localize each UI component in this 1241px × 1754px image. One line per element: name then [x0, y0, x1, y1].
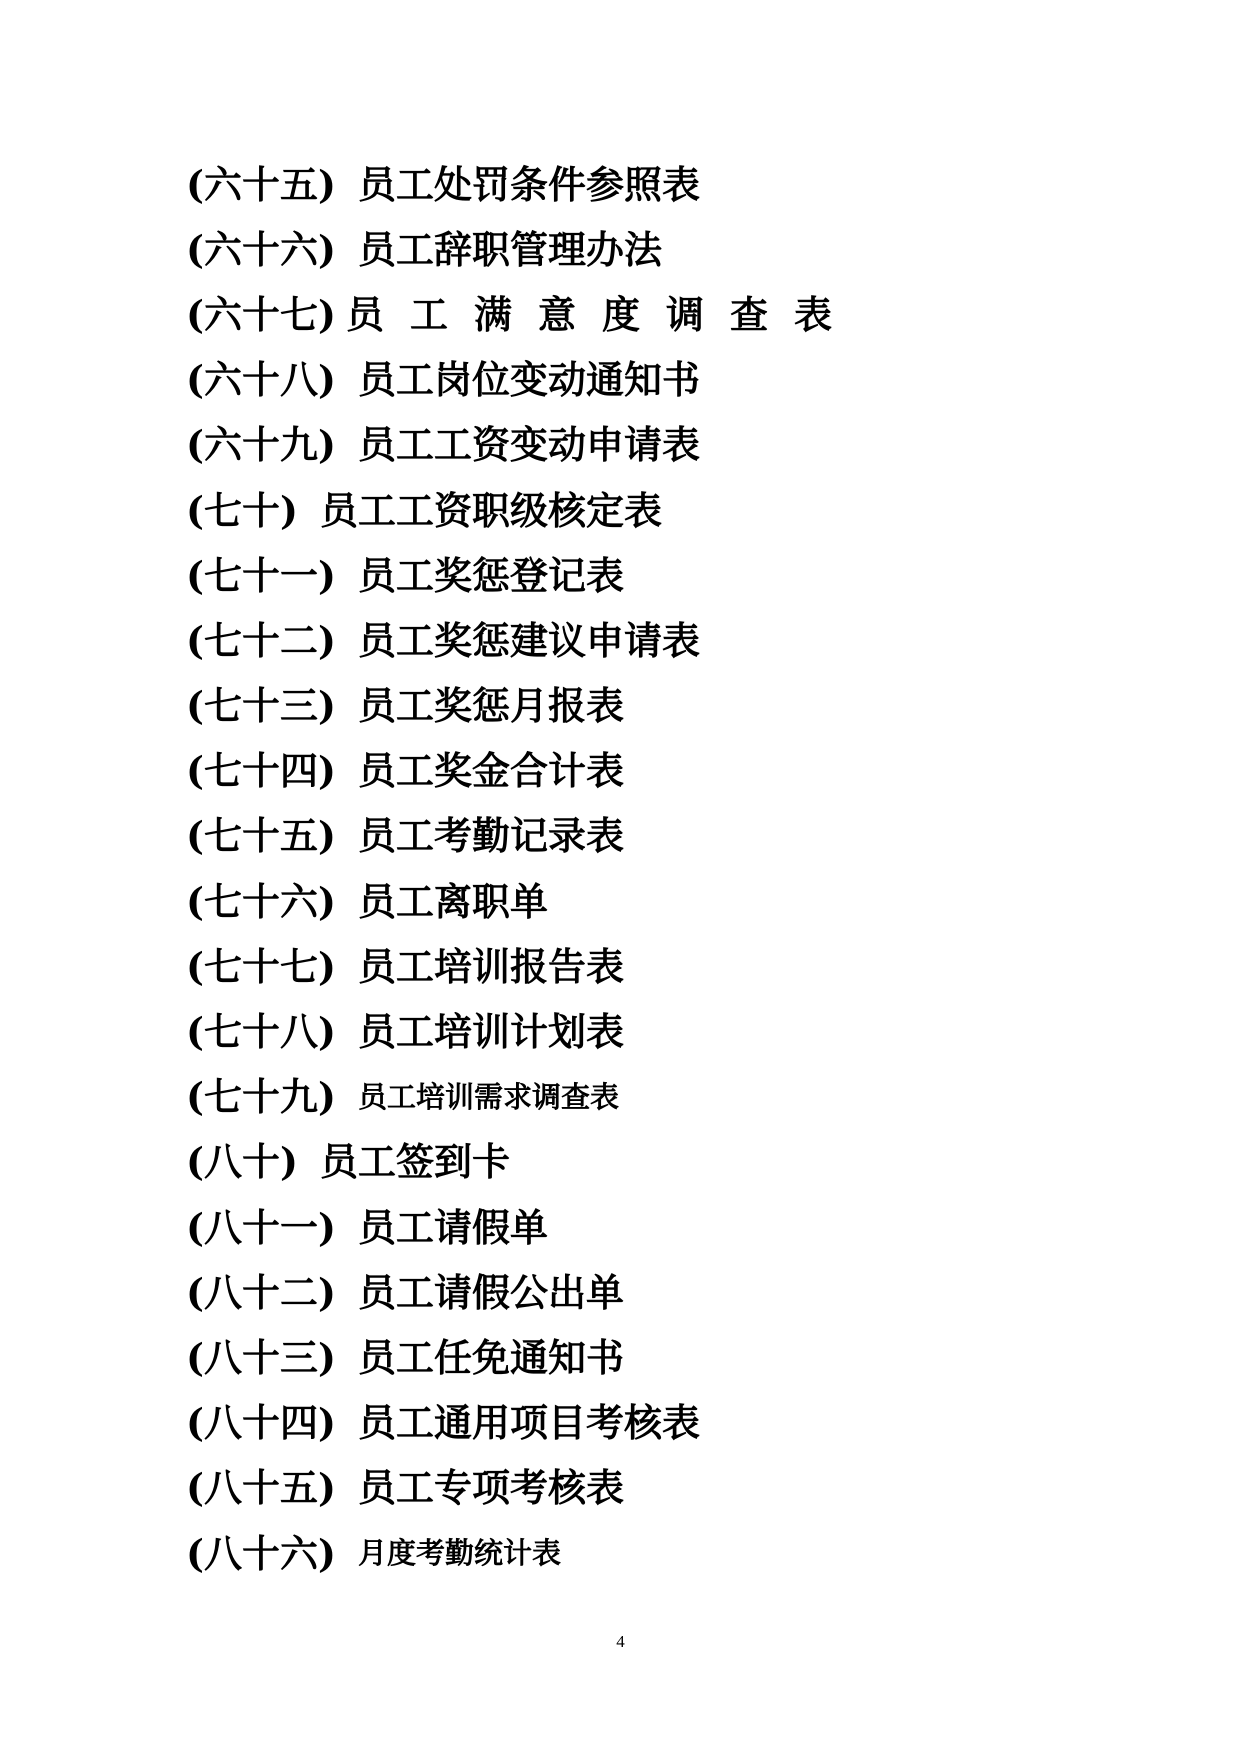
toc-item-title: 员工奖金合计表 — [357, 749, 624, 794]
toc-item-number: (六十六) — [186, 226, 336, 272]
toc-item-number: (七十四) — [186, 748, 336, 794]
toc-item-number: (七十三) — [186, 683, 336, 729]
toc-item-title: 员工奖惩月报表 — [357, 684, 624, 729]
toc-item — [186, 152, 1086, 217]
toc-item-title: 员工岗位变动通知书 — [357, 358, 700, 403]
toc-item-number: (六十五) — [186, 161, 336, 207]
toc-item-title: 员工请假单 — [357, 1205, 548, 1250]
toc-item-number: (六十九) — [186, 422, 336, 468]
toc-item-title: 员工奖惩建议申请表 — [357, 618, 700, 663]
toc-item-title: 员工任免通知书 — [357, 1335, 624, 1380]
toc-item-number: (六十八) — [186, 357, 336, 403]
toc-item — [186, 1065, 1086, 1130]
toc-item — [186, 478, 1086, 543]
toc-item — [186, 934, 1086, 999]
toc-item — [186, 1195, 1086, 1260]
toc-item-number: (八十三) — [186, 1334, 336, 1380]
toc-item — [186, 1260, 1086, 1325]
toc-item — [186, 543, 1086, 608]
toc-item — [186, 999, 1086, 1064]
toc-item — [186, 348, 1086, 413]
toc-item — [186, 739, 1086, 804]
toc-item-title: 员工工资变动申请表 — [357, 423, 700, 468]
toc-item-title: 员工签到卡 — [319, 1140, 510, 1185]
toc-item-title: 员工专项考核表 — [357, 1466, 624, 1511]
toc-item-number: (八十五) — [186, 1465, 336, 1511]
toc-item-number: (八十) — [186, 1139, 298, 1185]
toc-item-title: 员工辞职管理办法 — [357, 227, 662, 272]
toc-item-title: 员工培训需求调查表 — [357, 1079, 619, 1114]
toc-item-number: (七十八) — [186, 1009, 336, 1055]
toc-item-number: (八十六) — [186, 1530, 336, 1576]
toc-item-number: (七十七) — [186, 943, 336, 989]
toc-item — [186, 1521, 1086, 1586]
toc-item-number: (六十七) — [186, 291, 336, 337]
toc-item — [186, 804, 1086, 869]
table-of-contents — [186, 152, 1086, 1586]
toc-item-number: (八十一) — [186, 1204, 336, 1250]
toc-item — [186, 608, 1086, 673]
toc-item-title: 员工满意度调查表 — [345, 292, 858, 337]
toc-item-number: (七十五) — [186, 813, 336, 859]
toc-item — [186, 1456, 1086, 1521]
toc-item-number: (七十) — [186, 487, 298, 533]
toc-item — [186, 1325, 1086, 1390]
toc-item-title: 员工培训报告表 — [357, 944, 624, 989]
toc-item-number: (八十四) — [186, 1400, 336, 1446]
toc-item-title: 员工工资职级核定表 — [319, 488, 662, 533]
toc-item-number: (七十九) — [186, 1074, 336, 1120]
toc-item — [186, 282, 1086, 347]
toc-item-title: 员工培训计划表 — [357, 1010, 624, 1055]
toc-item-number: (八十二) — [186, 1269, 336, 1315]
toc-item-number: (七十二) — [186, 617, 336, 663]
page-number: 4 — [616, 1632, 625, 1651]
toc-item — [186, 869, 1086, 934]
toc-item-title: 员工奖惩登记表 — [357, 553, 624, 598]
toc-item-number: (七十六) — [186, 878, 336, 924]
toc-item — [186, 217, 1086, 282]
toc-item-title: 员工请假公出单 — [357, 1270, 624, 1315]
toc-item — [186, 1130, 1086, 1195]
toc-item-title: 员工离职单 — [357, 879, 548, 924]
toc-item-title: 员工处罚条件参照表 — [357, 162, 700, 207]
toc-item-title: 月度考勤统计表 — [357, 1536, 561, 1571]
toc-item-title: 员工考勤记录表 — [357, 814, 624, 859]
toc-item — [186, 413, 1086, 478]
toc-item — [186, 674, 1086, 739]
toc-item — [186, 1391, 1086, 1456]
toc-item-number: (七十一) — [186, 552, 336, 598]
toc-item-title: 员工通用项目考核表 — [357, 1401, 700, 1446]
